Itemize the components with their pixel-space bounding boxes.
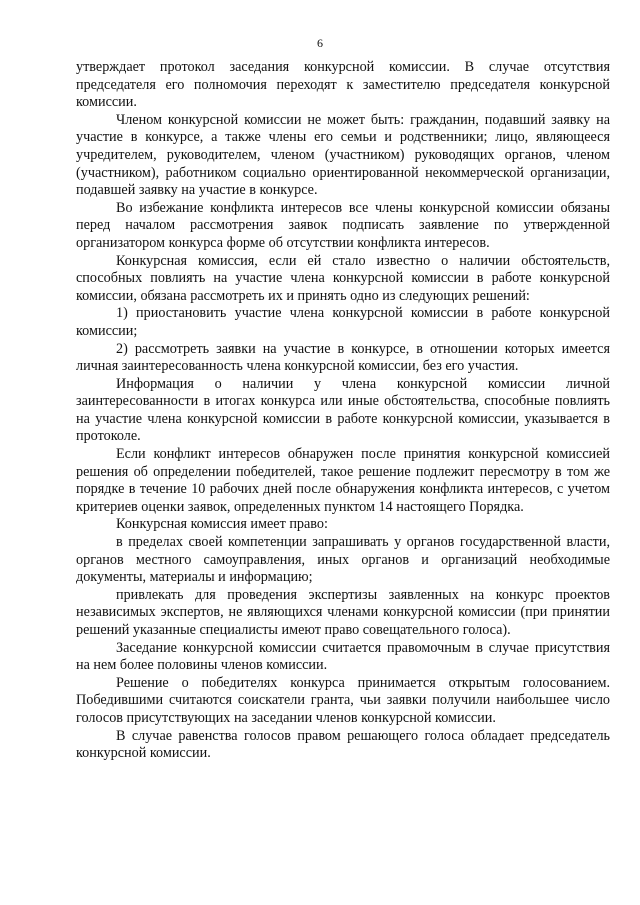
paragraph-protocol-info: Информация о наличии у члена конкурсной комиссии личной заинтересованности в итогах конкурса или иные обстоятельства, способные повлиять на участие члена конкурсной комиссии в работе конкурсной комиссии, указывается в протоколе.	[76, 375, 610, 445]
paragraph-option-2: 2) рассмотреть заявки на участие в конкурсе, в отношении которых имеется личная заинтересованность члена конкурсной комиссии, без его участия.	[76, 340, 610, 375]
document-body	[76, 59, 610, 763]
paragraph-tie-vote: В случае равенства голосов правом решающего голоса обладает председатель конкурсной комиссии.	[76, 727, 610, 762]
paragraph-circumstances: Конкурсная комиссия, если ей стало известно о наличии обстоятельств, способных повлиять на участие члена конкурсной комиссии в работе конкурсной комиссии, обязана рассмотреть их и принять одно из следующих решений:	[76, 252, 610, 304]
page-number: 6	[317, 36, 323, 50]
paragraph-commission-rights: Конкурсная комиссия имеет право:	[116, 516, 328, 533]
paragraph-quorum: Заседание конкурсной комиссии считается правомочным в случае присутствия на нем более половины членов комиссии.	[76, 639, 610, 674]
paragraph-voting: Решение о победителях конкурса принимается открытым голосованием. Победившими считаются соискатели гранта, чьи заявки получили наибольшее число голосов присутствующих на заседании членов конкурсной комиссии.	[76, 674, 610, 726]
paragraph-member-restrictions: Членом конкурсной комиссии не может быть: гражданин, подавший заявку на участие в конкурсе, а также члены его семьи и родственники; лицо, являющееся учредителем, руководителем, членом (участником) руководящих органов, членом (участником), работником социально ориентированной некоммерческой организации, подавшей заявку на участие в конкурсе.	[76, 111, 610, 199]
paragraph-continuation: утверждает протокол заседания конкурсной комиссии. В случае отсутствия председателя его полномочия переходят к заместителю председателя конкурсной комиссии.	[76, 59, 610, 111]
paragraph-right-experts: привлекать для проведения экспертизы заявленных на конкурс проектов независимых экспертов, не являющихся членами конкурсной комиссии (при принятии решений указанные специалисты имеют право совещательного голоса).	[76, 586, 610, 638]
paragraph-right-request: в пределах своей компетенции запрашивать у органов государственной власти, органов местного самоуправления, иных органов и организаций необходимые документы, материалы и информацию;	[76, 534, 610, 586]
paragraph-conflict-declaration: Во избежание конфликта интересов все члены конкурсной комиссии обязаны перед началом рассмотрения заявок подписать заявление по утвержденной организатором конкурса форме об отсутствии конфликта интересов.	[76, 199, 610, 251]
paragraph-conflict-after-decision: Если конфликт интересов обнаружен после принятия конкурсной комиссией решения об определении победителей, такое решение подлежит пересмотру в том же порядке в течение 10 рабочих дней после обнаружения конфликта интересов, с учетом критериев оценки заявок, определенных пунктом 14 настоящего Порядка.	[76, 446, 610, 515]
paragraph-option-1: 1) приостановить участие члена конкурсной комиссии в работе конкурсной комиссии;	[76, 305, 610, 339]
